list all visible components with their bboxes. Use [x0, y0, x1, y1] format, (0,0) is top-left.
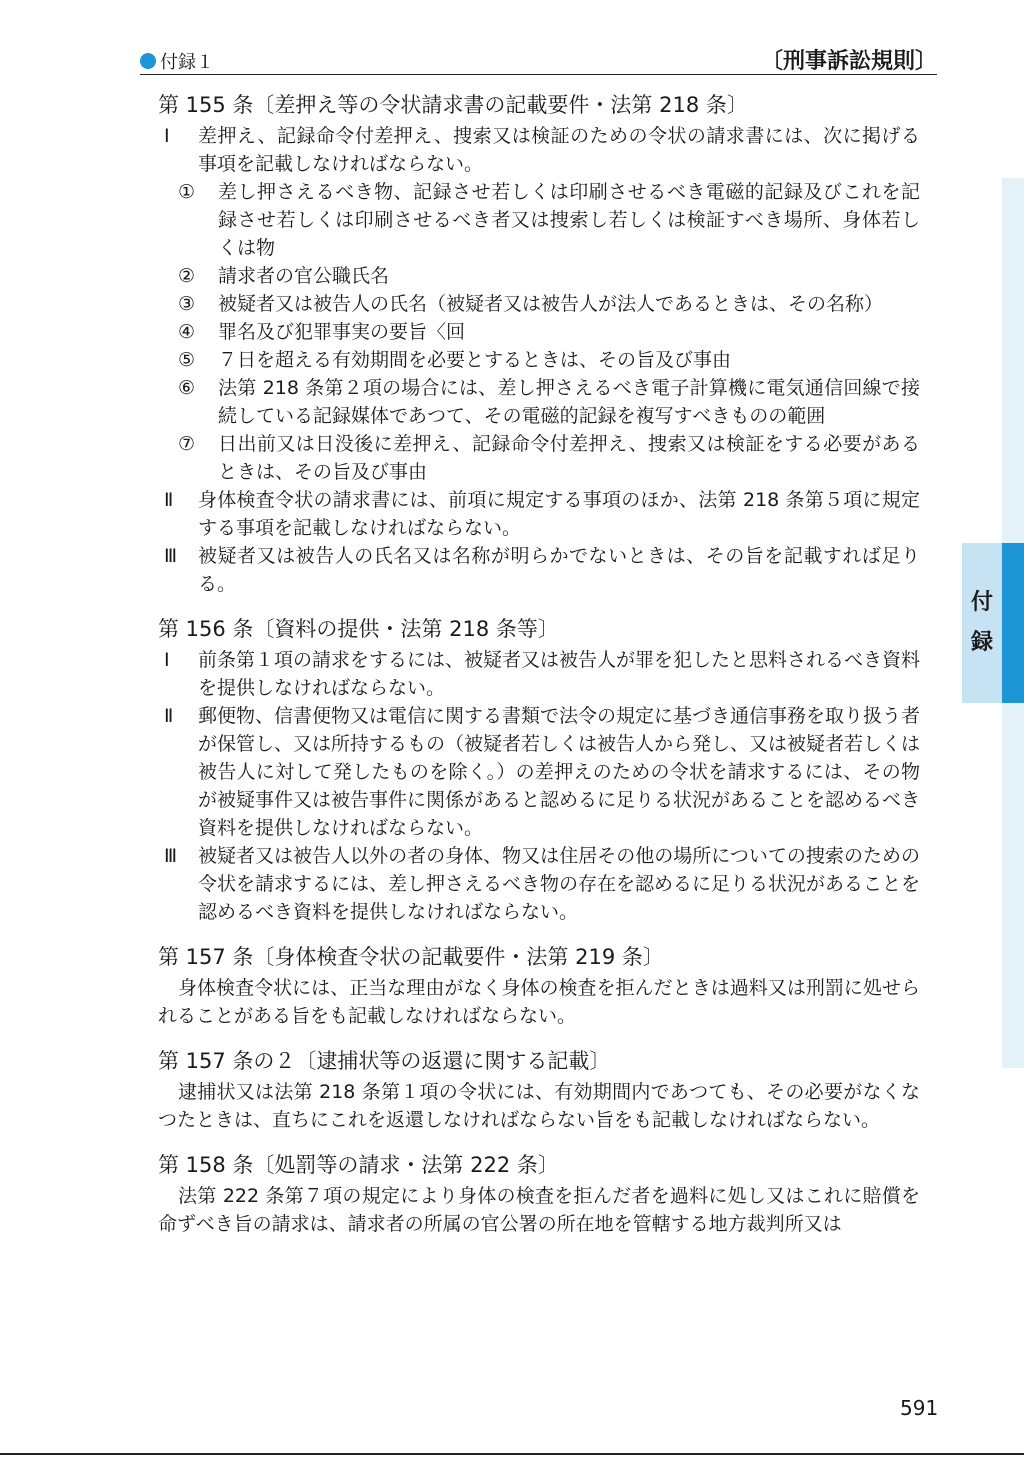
paragraph-text: 被疑者又は被告人以外の者の身体、物又は住居その他の場所についての捜索のための令状を請求するには、差し押さえるべき物の存在を認めるに足りる状況があることを認めるべき資料を提供しなければならない。 — [198, 845, 921, 923]
blue-dot-icon — [140, 53, 156, 69]
article-157 — [158, 942, 920, 1030]
paragraph-text: 被疑者又は被告人の氏名又は名称が明らかでないときは、その旨を記載すれば足りる。 — [198, 545, 920, 595]
list-item — [178, 178, 920, 262]
paragraph — [158, 486, 920, 542]
article-title: 第 155 条〔差押え等の令状請求書の記載要件・法第 218 条〕 — [158, 93, 748, 117]
side-tab-appendix — [962, 543, 1002, 703]
list-item — [178, 290, 920, 318]
list-item — [178, 262, 920, 290]
paragraph-text: 前条第１項の請求をするには、被疑者又は被告人が罪を犯したと思料されるべき資料を提供しなければならない。 — [198, 649, 921, 699]
paragraph — [158, 702, 920, 842]
list-item — [178, 374, 920, 430]
paragraph — [158, 542, 920, 598]
header-section-label — [140, 48, 214, 74]
article-156 — [158, 614, 920, 926]
header-title: 〔刑事訴訟規則〕 — [760, 49, 937, 74]
side-tab-marker — [1002, 543, 1024, 703]
item-list — [178, 178, 920, 486]
list-item — [178, 318, 920, 346]
side-tab-char: 録 — [970, 630, 993, 655]
article-155 — [158, 90, 920, 598]
item-text: 差し押さえるべき物、記録させ若しくは印刷させるべき電磁的記録及びこれを記録させ若しくは印刷させるべき者又は捜索し若しくは検証すべき場所、身体若しくは物 — [218, 181, 920, 259]
article-text: 法第 222 条第７項の規定により身体の検査を拒んだ者を過料に処し又はこれに賠償を命ずべき旨の請求は、請求者の所属の官公署の所在地を管轄する地方裁判所又は — [158, 1185, 920, 1235]
paragraph-text: 郵便物、信書便物又は電信に関する書類で法令の規定に基づき通信事務を取り扱う者が保管し、又は所持するもの（被疑者若しくは被告人から発し、又は被疑者若しくは被告人に対して発したものを除く。）の差押えのための令状を請求するには、その物が被疑事件又は被告事件に関係があると認めるに足りる状況があることを認めるべき資料を提供しなければならない。 — [198, 705, 921, 839]
bottom-rule — [0, 1453, 1024, 1455]
item-number: ④ — [178, 321, 196, 343]
header-left-text: 付録１ — [160, 52, 214, 73]
article-title: 第 158 条〔処罰等の請求・法第 222 条〕 — [158, 1153, 559, 1177]
list-item — [178, 346, 920, 374]
paragraph — [158, 122, 920, 178]
paragraph-number: Ⅲ — [164, 845, 178, 867]
item-number: ③ — [178, 293, 196, 315]
list-item — [178, 430, 920, 486]
item-number: ⑤ — [178, 349, 196, 371]
paragraph — [158, 646, 920, 702]
item-text: ７日を超える有効期間を必要とするときは、その旨及び事由 — [218, 349, 732, 371]
paragraph-number: Ⅱ — [164, 489, 174, 511]
item-number: ⑥ — [178, 377, 196, 399]
side-tab-char: 付 — [970, 590, 993, 615]
paragraph-number: Ⅰ — [164, 649, 170, 671]
item-text: 日出前又は日没後に差押え、記録命令付差押え、捜索又は検証をする必要があるときは、その旨及び事由 — [218, 433, 920, 483]
article-157-2 — [158, 1046, 920, 1134]
article-158 — [158, 1150, 920, 1238]
item-text: 罪名及び犯罪事実の要旨〈回 — [218, 321, 466, 343]
article-text: 身体検査令状には、正当な理由がなく身体の検査を拒んだときは過料又は刑罰に処せられることがある旨をも記載しなければならない。 — [158, 977, 920, 1027]
item-text: 被疑者又は被告人の氏名（被疑者又は被告人が法人であるときは、その名称） — [218, 293, 884, 315]
article-title: 第 157 条〔身体検査令状の記載要件・法第 219 条〕 — [158, 945, 664, 969]
article-text: 逮捕状又は法第 218 条第１項の令状には、有効期間内であつても、その必要がなくなつたときは、直ちにこれを返還しなければならない旨をも記載しなければならない。 — [158, 1081, 920, 1131]
paragraph-text: 差押え、記録命令付差押え、捜索又は検証のための令状の請求書には、次に掲げる事項を記載しなければならない。 — [198, 125, 920, 175]
item-text: 請求者の官公職氏名 — [218, 265, 390, 287]
item-number: ⑦ — [178, 433, 196, 455]
paragraph-number: Ⅰ — [164, 125, 170, 147]
article-title: 第 157 条の２〔逮捕状等の返還に関する記載〕 — [158, 1049, 611, 1073]
paragraph — [158, 842, 920, 926]
paragraph-text: 身体検査令状の請求書には、前項に規定する事項のほか、法第 218 条第５項に規定する事項を記載しなければならない。 — [198, 489, 920, 539]
paragraph-number: Ⅱ — [164, 705, 174, 727]
running-header — [140, 44, 937, 75]
page-number: 591 — [900, 1396, 939, 1420]
paragraph-number: Ⅲ — [164, 545, 178, 567]
item-text: 法第 218 条第２項の場合には、差し押さえるべき電子計算機に電気通信回線で接続している記録媒体であつて、その電磁的記録を複写すべきものの範囲 — [218, 377, 920, 427]
item-number: ② — [178, 265, 196, 287]
article-title: 第 156 条〔資料の提供・法第 218 条等〕 — [158, 617, 559, 641]
page-body — [158, 90, 920, 1254]
item-number: ① — [178, 181, 196, 203]
